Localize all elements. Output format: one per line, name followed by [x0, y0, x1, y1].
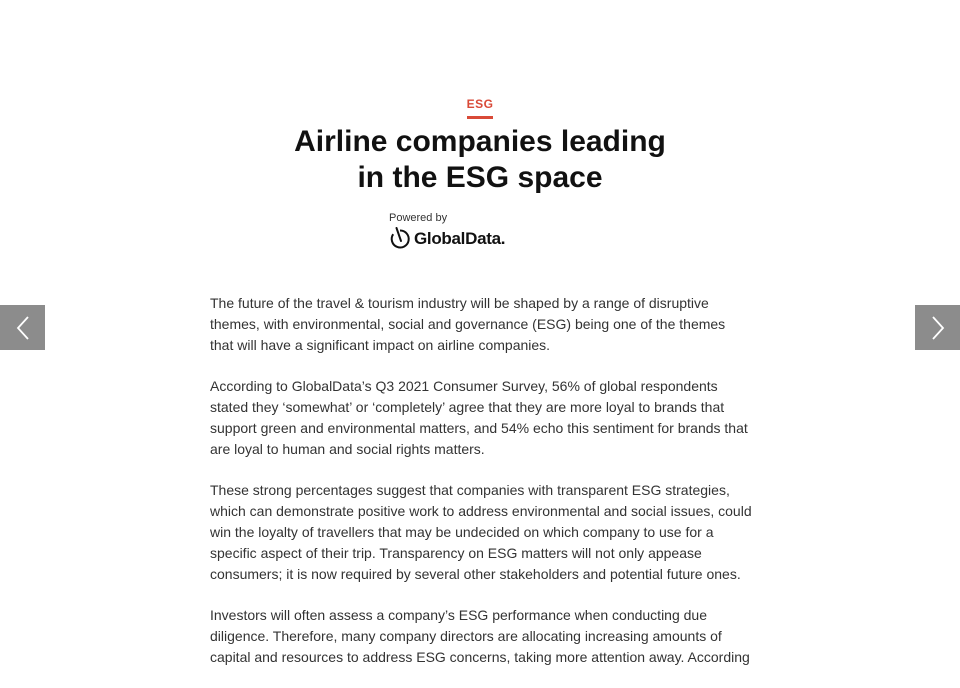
sponsor-block [389, 212, 529, 251]
globaldata-mark-icon [389, 227, 411, 251]
article-paragraph: Investors will often assess a company’s ESG performance when conducting due diligence. Therefore, many company directors are allocating increasing amounts of capital and resources to address ESG concerns, taking more attention away. According [210, 607, 750, 665]
page-title [0, 124, 960, 196]
powered-by-label: Powered by [389, 212, 448, 224]
article-paragraph: These strong percentages suggest that companies with transparent ESG strategies, which can demonstrate positive work to address environmental and social issues, could win the loyalty of travellers that may be undecided on which company to use for a specific aspect of their trip. Transparency on ESG matters will not only appease consumers; it is now required by several other stakeholders and potential future ones. [210, 482, 752, 582]
category-tag [0, 95, 960, 119]
article-body [210, 293, 752, 688]
chevron-right-icon [930, 315, 946, 341]
article-paragraph: The future of the travel & tourism industry will be shaped by a range of disruptive themes, with environmental, social and governance (ESG) being one of the themes that will have a significant impact on airline companies. [210, 295, 726, 353]
chevron-left-icon [15, 315, 31, 341]
next-article-button[interactable] [915, 305, 960, 350]
previous-article-button[interactable] [0, 305, 45, 350]
article-paragraph: According to GlobalData’s Q3 2021 Consumer Survey, 56% of global respondents stated they ‘somewhat’ or ‘completely’ agree that they are more loyal to brands that support green and environmental matters, and 54% echo this sentiment for brands that are loyal to human and social rights matters. [210, 378, 748, 457]
category-link-esg[interactable]: ESG [467, 97, 494, 119]
globaldata-logo[interactable] [389, 227, 529, 251]
page-title-line-1: Airline companies leading [294, 125, 666, 158]
globaldata-logo-text: GlobalData. [414, 229, 506, 248]
page-title-line-2: in the ESG space [357, 161, 603, 194]
